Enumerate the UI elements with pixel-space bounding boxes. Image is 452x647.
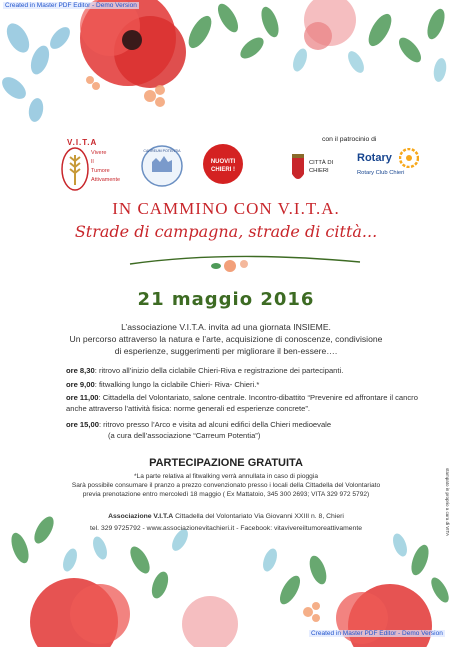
vita-logo: V.I.T.A Vivere Il Tumore Attivamente xyxy=(55,138,127,191)
free-participation-heading: PARTECIPAZIONE GRATUITA xyxy=(149,457,303,469)
event-title: IN CAMMINO CON V.I.T.A. xyxy=(112,199,340,218)
event-subtitle: Strade di campagna, strade di città... xyxy=(74,222,378,241)
schedule-item: ore 11,00: Cittadella del Volontariato, salone centrale. Incontro-dibattito “Prevenire ed affrontare il cancro anche attraverso l’attività fisica: norme generali ed esperienze concrete”. xyxy=(66,393,418,413)
coat-of-arms-icon xyxy=(290,152,306,186)
rotary-wheel-icon xyxy=(399,148,419,168)
watermark-top: Created in Master PDF Editor - Demo Version xyxy=(5,2,137,9)
citta-chieri-logo: CITTÀ DI CHIERI xyxy=(290,150,342,190)
schedule-item: ore 15,00: ritrovo presso l’Arco e visita ad alcuni edifici della Chieri medioevale xyxy=(66,420,332,429)
nuoviti-logo: NUOVITI CHIERI ! xyxy=(203,144,243,184)
intro-text: L’associazione V.I.T.A. invita ad una giornata INSIEME. Un percorso attraverso la natura e l’arte, acquisizione di conoscenze, condivisione di esperienze, suggerimenti per migliorare il ben-essere…. xyxy=(69,322,383,356)
wheat-icon xyxy=(61,147,89,191)
top-poppy xyxy=(80,0,186,88)
schedule-item: ore 9,00: fitwalking lungo la ciclabile Chieri- Riva- Chieri.* xyxy=(66,380,260,389)
patrocinio-label: con il patrocinio di xyxy=(322,136,377,143)
side-note: stampato in proprio a cura di VITA xyxy=(445,468,450,536)
notes: *La parte relativa al fitwalking verrà annullata in caso di pioggia Sarà possibile consumare il pranzo a prezzo convenzionato presso i locali della Cittadella del Volontariato previa prenotazione entro mercoledì 18 maggio ( Ex Mattatoio, 345 300 2693; VITA 329 972 5792) xyxy=(71,473,381,498)
watermark-bottom: Created in Master PDF Editor - Demo Version xyxy=(311,630,443,637)
carreum-logo: CARREUM POTENTIA xyxy=(140,144,184,188)
schedule-item: ore 8,30: ritrovo all’inizio della ciclabile Chieri-Riva e registrazione dei partecipanti. xyxy=(66,366,344,375)
rotary-logo: Rotary Rotary Club Chieri xyxy=(355,148,427,184)
schedule-note: (a cura dell’associazione “Carreum Potentia”) xyxy=(108,431,261,440)
association-address: Associazione V.I.T.A Cittadella del Volontariato Via Giovanni XXIII n. 8, Chieri xyxy=(108,513,344,520)
event-date: 21 maggio 2016 xyxy=(137,289,315,310)
contacts: tel. 329 9725792 - www.associazionevitachieri.it - Facebook: vitavivereiltumoreattivamente xyxy=(89,525,362,532)
